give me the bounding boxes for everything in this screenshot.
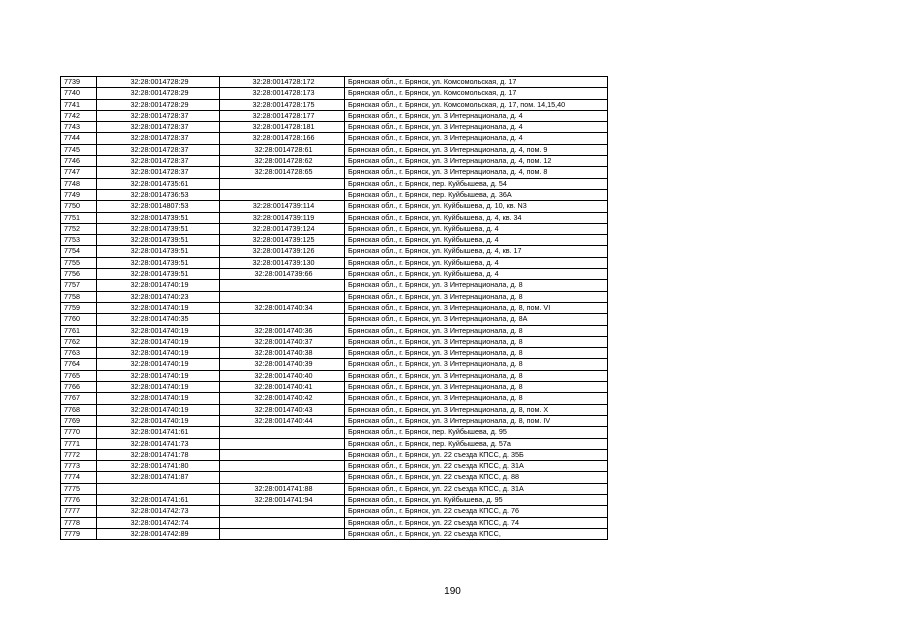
cadastral-parcel-cell: 32:28:0014742:89 <box>97 528 220 539</box>
cadastral-object-cell: 32:28:0014740:37 <box>220 336 345 347</box>
cadastral-object-cell <box>220 189 345 200</box>
cadastral-parcel-cell: 32:28:0014740:19 <box>97 348 220 359</box>
row-number-cell: 7767 <box>61 393 97 404</box>
cadastral-parcel-cell: 32:28:0014736:53 <box>97 189 220 200</box>
row-number-cell: 7750 <box>61 201 97 212</box>
table-row <box>61 246 608 257</box>
address-cell: Брянская обл., г. Брянск, ул. 22 съезда КПСС, д. 88 <box>345 472 608 483</box>
address-cell: Брянская обл., г. Брянск, пер. Куйбышева, д. 36А <box>345 189 608 200</box>
address-cell: Брянская обл., г. Брянск, ул. 3 Интернационала, д. 4 <box>345 122 608 133</box>
row-number-cell: 7747 <box>61 167 97 178</box>
registry-table-body <box>61 77 608 540</box>
address-cell: Брянская обл., г. Брянск, ул. 3 Интернационала, д. 8 <box>345 382 608 393</box>
address-cell: Брянская обл., г. Брянск, пер. Куйбышева, д. 54 <box>345 178 608 189</box>
cadastral-object-cell <box>220 517 345 528</box>
table-row <box>61 189 608 200</box>
address-cell: Брянская обл., г. Брянск, ул. 3 Интернационала, д. 8 <box>345 336 608 347</box>
table-row <box>61 223 608 234</box>
table-row <box>61 212 608 223</box>
cadastral-object-cell: 32:28:0014728:62 <box>220 156 345 167</box>
row-number-cell: 7774 <box>61 472 97 483</box>
cadastral-object-cell: 32:28:0014741:94 <box>220 494 345 505</box>
row-number-cell: 7768 <box>61 404 97 415</box>
row-number-cell: 7742 <box>61 110 97 121</box>
cadastral-object-cell: 32:28:0014728:166 <box>220 133 345 144</box>
table-row <box>61 156 608 167</box>
row-number-cell: 7756 <box>61 269 97 280</box>
row-number-cell: 7743 <box>61 122 97 133</box>
address-cell: Брянская обл., г. Брянск, ул. 22 съезда КПСС, д. 74 <box>345 517 608 528</box>
row-number-cell: 7762 <box>61 336 97 347</box>
cadastral-parcel-cell: 32:28:0014740:19 <box>97 415 220 426</box>
row-number-cell: 7754 <box>61 246 97 257</box>
table-row <box>61 99 608 110</box>
address-cell: Брянская обл., г. Брянск, ул. 3 Интернационала, д. 8 <box>345 280 608 291</box>
address-cell: Брянская обл., г. Брянск, ул. Куйбышева, д. 4 <box>345 223 608 234</box>
table-row <box>61 110 608 121</box>
table-row <box>61 517 608 528</box>
cadastral-object-cell: 32:28:0014728:173 <box>220 88 345 99</box>
address-cell: Брянская обл., г. Брянск, ул. 22 съезда КПСС, д. 76 <box>345 506 608 517</box>
table-row <box>61 314 608 325</box>
address-cell: Брянская обл., г. Брянск, ул. Комсомольская, д. 17 <box>345 88 608 99</box>
row-number-cell: 7749 <box>61 189 97 200</box>
table-row <box>61 348 608 359</box>
cadastral-parcel-cell: 32:28:0014728:29 <box>97 88 220 99</box>
address-cell: Брянская обл., г. Брянск, ул. Куйбышева, д. 10, кв. N3 <box>345 201 608 212</box>
cadastral-parcel-cell: 32:28:0014740:19 <box>97 393 220 404</box>
address-cell: Брянская обл., г. Брянск, ул. 3 Интернационала, д. 4 <box>345 133 608 144</box>
cadastral-object-cell: 32:28:0014740:36 <box>220 325 345 336</box>
row-number-cell: 7773 <box>61 461 97 472</box>
cadastral-object-cell: 32:28:0014740:40 <box>220 370 345 381</box>
row-number-cell: 7765 <box>61 370 97 381</box>
cadastral-parcel-cell: 32:28:0014739:51 <box>97 269 220 280</box>
table-row <box>61 359 608 370</box>
cadastral-object-cell: 32:28:0014740:44 <box>220 415 345 426</box>
address-cell: Брянская обл., г. Брянск, ул. 22 съезда КПСС, д. 31А <box>345 461 608 472</box>
cadastral-object-cell <box>220 449 345 460</box>
cadastral-parcel-cell: 32:28:0014739:51 <box>97 257 220 268</box>
cadastral-object-cell: 32:28:0014739:119 <box>220 212 345 223</box>
table-row <box>61 461 608 472</box>
cadastral-parcel-cell: 32:28:0014735:61 <box>97 178 220 189</box>
cadastral-parcel-cell: 32:28:0014741:87 <box>97 472 220 483</box>
cadastral-parcel-cell: 32:28:0014741:78 <box>97 449 220 460</box>
cadastral-object-cell: 32:28:0014728:175 <box>220 99 345 110</box>
row-number-cell: 7771 <box>61 438 97 449</box>
row-number-cell: 7741 <box>61 99 97 110</box>
cadastral-object-cell: 32:28:0014739:126 <box>220 246 345 257</box>
cadastral-parcel-cell: 32:28:0014742:74 <box>97 517 220 528</box>
address-cell: Брянская обл., г. Брянск, ул. Комсомольская, д. 17 <box>345 77 608 88</box>
row-number-cell: 7739 <box>61 77 97 88</box>
row-number-cell: 7745 <box>61 144 97 155</box>
row-number-cell: 7753 <box>61 235 97 246</box>
cadastral-parcel-cell: 32:28:0014740:19 <box>97 382 220 393</box>
cadastral-parcel-cell: 32:28:0014739:51 <box>97 235 220 246</box>
cadastral-parcel-cell: 32:28:0014741:73 <box>97 438 220 449</box>
cadastral-object-cell: 32:28:0014741:88 <box>220 483 345 494</box>
row-number-cell: 7775 <box>61 483 97 494</box>
cadastral-object-cell: 32:28:0014739:125 <box>220 235 345 246</box>
cadastral-parcel-cell: 32:28:0014741:61 <box>97 427 220 438</box>
row-number-cell: 7757 <box>61 280 97 291</box>
row-number-cell: 7770 <box>61 427 97 438</box>
address-cell: Брянская обл., г. Брянск, ул. Куйбышева, д. 4 <box>345 269 608 280</box>
table-row <box>61 201 608 212</box>
address-cell: Брянская обл., г. Брянск, ул. 3 Интернационала, д. 4, пом. 8 <box>345 167 608 178</box>
table-row <box>61 167 608 178</box>
table-row <box>61 415 608 426</box>
address-cell: Брянская обл., г. Брянск, ул. Комсомольская, д. 17, пом. 14,15,40 <box>345 99 608 110</box>
cadastral-parcel-cell: 32:28:0014740:19 <box>97 325 220 336</box>
cadastral-parcel-cell: 32:28:0014728:37 <box>97 133 220 144</box>
cadastral-object-cell: 32:28:0014740:42 <box>220 393 345 404</box>
address-cell: Брянская обл., г. Брянск, пер. Куйбышева, д. 57а <box>345 438 608 449</box>
cadastral-parcel-cell: 32:28:0014740:19 <box>97 336 220 347</box>
cadastral-parcel-cell: 32:28:0014740:19 <box>97 370 220 381</box>
cadastral-parcel-cell: 32:28:0014728:37 <box>97 144 220 155</box>
row-number-cell: 7759 <box>61 302 97 313</box>
cadastral-parcel-cell: 32:28:0014728:37 <box>97 156 220 167</box>
row-number-cell: 7748 <box>61 178 97 189</box>
address-cell: Брянская обл., г. Брянск, пер. Куйбышева, д. 95 <box>345 427 608 438</box>
row-number-cell: 7763 <box>61 348 97 359</box>
address-cell: Брянская обл., г. Брянск, ул. Куйбышева, д. 95 <box>345 494 608 505</box>
table-row <box>61 77 608 88</box>
table-row <box>61 483 608 494</box>
address-cell: Брянская обл., г. Брянск, ул. 22 съезда КПСС, <box>345 528 608 539</box>
address-cell: Брянская обл., г. Брянск, ул. 3 Интернационала, д. 8 <box>345 393 608 404</box>
cadastral-parcel-cell: 32:28:0014728:37 <box>97 167 220 178</box>
row-number-cell: 7766 <box>61 382 97 393</box>
address-cell: Брянская обл., г. Брянск, ул. 3 Интернационала, д. 8 <box>345 348 608 359</box>
cadastral-parcel-cell: 32:28:0014740:19 <box>97 280 220 291</box>
row-number-cell: 7764 <box>61 359 97 370</box>
cadastral-parcel-cell: 32:28:0014739:51 <box>97 212 220 223</box>
property-registry-table <box>60 76 608 540</box>
table-row <box>61 257 608 268</box>
cadastral-parcel-cell: 32:28:0014740:23 <box>97 291 220 302</box>
cadastral-object-cell: 32:28:0014739:114 <box>220 201 345 212</box>
cadastral-object-cell <box>220 291 345 302</box>
cadastral-object-cell <box>220 506 345 517</box>
table-row <box>61 370 608 381</box>
address-cell: Брянская обл., г. Брянск, ул. 3 Интернационала, д. 8 <box>345 325 608 336</box>
address-cell: Брянская обл., г. Брянск, ул. 3 Интернационала, д. 4 <box>345 110 608 121</box>
cadastral-object-cell: 32:28:0014740:41 <box>220 382 345 393</box>
row-number-cell: 7740 <box>61 88 97 99</box>
table-row <box>61 88 608 99</box>
cadastral-object-cell: 32:28:0014739:130 <box>220 257 345 268</box>
table-row <box>61 472 608 483</box>
address-cell: Брянская обл., г. Брянск, ул. 3 Интернационала, д. 8, пом. IV <box>345 415 608 426</box>
address-cell: Брянская обл., г. Брянск, ул. 22 съезда КПСС, д. 31А <box>345 483 608 494</box>
address-cell: Брянская обл., г. Брянск, ул. Куйбышева, д. 4, кв. 34 <box>345 212 608 223</box>
table-row <box>61 144 608 155</box>
address-cell: Брянская обл., г. Брянск, ул. 3 Интернационала, д. 4, пом. 9 <box>345 144 608 155</box>
cadastral-object-cell <box>220 528 345 539</box>
table-row <box>61 382 608 393</box>
cadastral-parcel-cell: 32:28:0014728:37 <box>97 122 220 133</box>
cadastral-object-cell <box>220 472 345 483</box>
table-row <box>61 269 608 280</box>
table-row <box>61 438 608 449</box>
cadastral-parcel-cell: 32:28:0014728:29 <box>97 99 220 110</box>
cadastral-object-cell <box>220 461 345 472</box>
cadastral-object-cell <box>220 178 345 189</box>
cadastral-object-cell: 32:28:0014740:38 <box>220 348 345 359</box>
table-row <box>61 427 608 438</box>
row-number-cell: 7769 <box>61 415 97 426</box>
cadastral-parcel-cell: 32:28:0014740:35 <box>97 314 220 325</box>
address-cell: Брянская обл., г. Брянск, ул. Куйбышева, д. 4 <box>345 257 608 268</box>
row-number-cell: 7778 <box>61 517 97 528</box>
table-row <box>61 178 608 189</box>
address-cell: Брянская обл., г. Брянск, ул. 22 съезда КПСС, д. 35Б <box>345 449 608 460</box>
address-cell: Брянская обл., г. Брянск, ул. 3 Интернационала, д. 8, пом. X <box>345 404 608 415</box>
cadastral-object-cell: 32:28:0014740:43 <box>220 404 345 415</box>
row-number-cell: 7752 <box>61 223 97 234</box>
table-row <box>61 325 608 336</box>
cadastral-parcel-cell: 32:28:0014739:51 <box>97 246 220 257</box>
table-row <box>61 280 608 291</box>
cadastral-parcel-cell <box>97 483 220 494</box>
page-number: 190 <box>444 586 461 597</box>
address-cell: Брянская обл., г. Брянск, ул. 3 Интернационала, д. 8А <box>345 314 608 325</box>
row-number-cell: 7776 <box>61 494 97 505</box>
cadastral-object-cell: 32:28:0014728:181 <box>220 122 345 133</box>
row-number-cell: 7779 <box>61 528 97 539</box>
cadastral-object-cell: 32:28:0014740:39 <box>220 359 345 370</box>
address-cell: Брянская обл., г. Брянск, ул. Куйбышева, д. 4, кв. 17 <box>345 246 608 257</box>
address-cell: Брянская обл., г. Брянск, ул. 3 Интернационала, д. 8, пом. VI <box>345 302 608 313</box>
address-cell: Брянская обл., г. Брянск, ул. 3 Интернационала, д. 8 <box>345 370 608 381</box>
table-row <box>61 336 608 347</box>
address-cell: Брянская обл., г. Брянск, ул. 3 Интернационала, д. 8 <box>345 359 608 370</box>
row-number-cell: 7761 <box>61 325 97 336</box>
cadastral-parcel-cell: 32:28:0014740:19 <box>97 359 220 370</box>
cadastral-parcel-cell: 32:28:0014739:51 <box>97 223 220 234</box>
cadastral-parcel-cell: 32:28:0014742:73 <box>97 506 220 517</box>
table-row <box>61 393 608 404</box>
cadastral-object-cell <box>220 280 345 291</box>
address-cell: Брянская обл., г. Брянск, ул. Куйбышева, д. 4 <box>345 235 608 246</box>
table-row <box>61 122 608 133</box>
cadastral-object-cell <box>220 438 345 449</box>
row-number-cell: 7744 <box>61 133 97 144</box>
address-cell: Брянская обл., г. Брянск, ул. 3 Интернационала, д. 8 <box>345 291 608 302</box>
cadastral-parcel-cell: 32:28:0014741:80 <box>97 461 220 472</box>
cadastral-parcel-cell: 32:28:0014807:53 <box>97 201 220 212</box>
cadastral-object-cell <box>220 314 345 325</box>
table-row <box>61 302 608 313</box>
cadastral-object-cell: 32:28:0014740:34 <box>220 302 345 313</box>
cadastral-parcel-cell: 32:28:0014728:29 <box>97 77 220 88</box>
table-row <box>61 235 608 246</box>
table-row <box>61 404 608 415</box>
table-row <box>61 449 608 460</box>
cadastral-object-cell: 32:28:0014728:65 <box>220 167 345 178</box>
cadastral-object-cell: 32:28:0014739:66 <box>220 269 345 280</box>
address-cell: Брянская обл., г. Брянск, ул. 3 Интернационала, д. 4, пом. 12 <box>345 156 608 167</box>
cadastral-object-cell: 32:28:0014728:172 <box>220 77 345 88</box>
row-number-cell: 7755 <box>61 257 97 268</box>
cadastral-object-cell <box>220 427 345 438</box>
cadastral-parcel-cell: 32:28:0014741:61 <box>97 494 220 505</box>
row-number-cell: 7746 <box>61 156 97 167</box>
cadastral-parcel-cell: 32:28:0014728:37 <box>97 110 220 121</box>
row-number-cell: 7758 <box>61 291 97 302</box>
table-row <box>61 291 608 302</box>
cadastral-object-cell: 32:28:0014728:61 <box>220 144 345 155</box>
table-row <box>61 506 608 517</box>
cadastral-object-cell: 32:28:0014739:124 <box>220 223 345 234</box>
table-row <box>61 528 608 539</box>
cadastral-parcel-cell: 32:28:0014740:19 <box>97 404 220 415</box>
row-number-cell: 7751 <box>61 212 97 223</box>
cadastral-parcel-cell: 32:28:0014740:19 <box>97 302 220 313</box>
row-number-cell: 7772 <box>61 449 97 460</box>
row-number-cell: 7777 <box>61 506 97 517</box>
table-row <box>61 494 608 505</box>
row-number-cell: 7760 <box>61 314 97 325</box>
table-row <box>61 133 608 144</box>
cadastral-object-cell: 32:28:0014728:177 <box>220 110 345 121</box>
